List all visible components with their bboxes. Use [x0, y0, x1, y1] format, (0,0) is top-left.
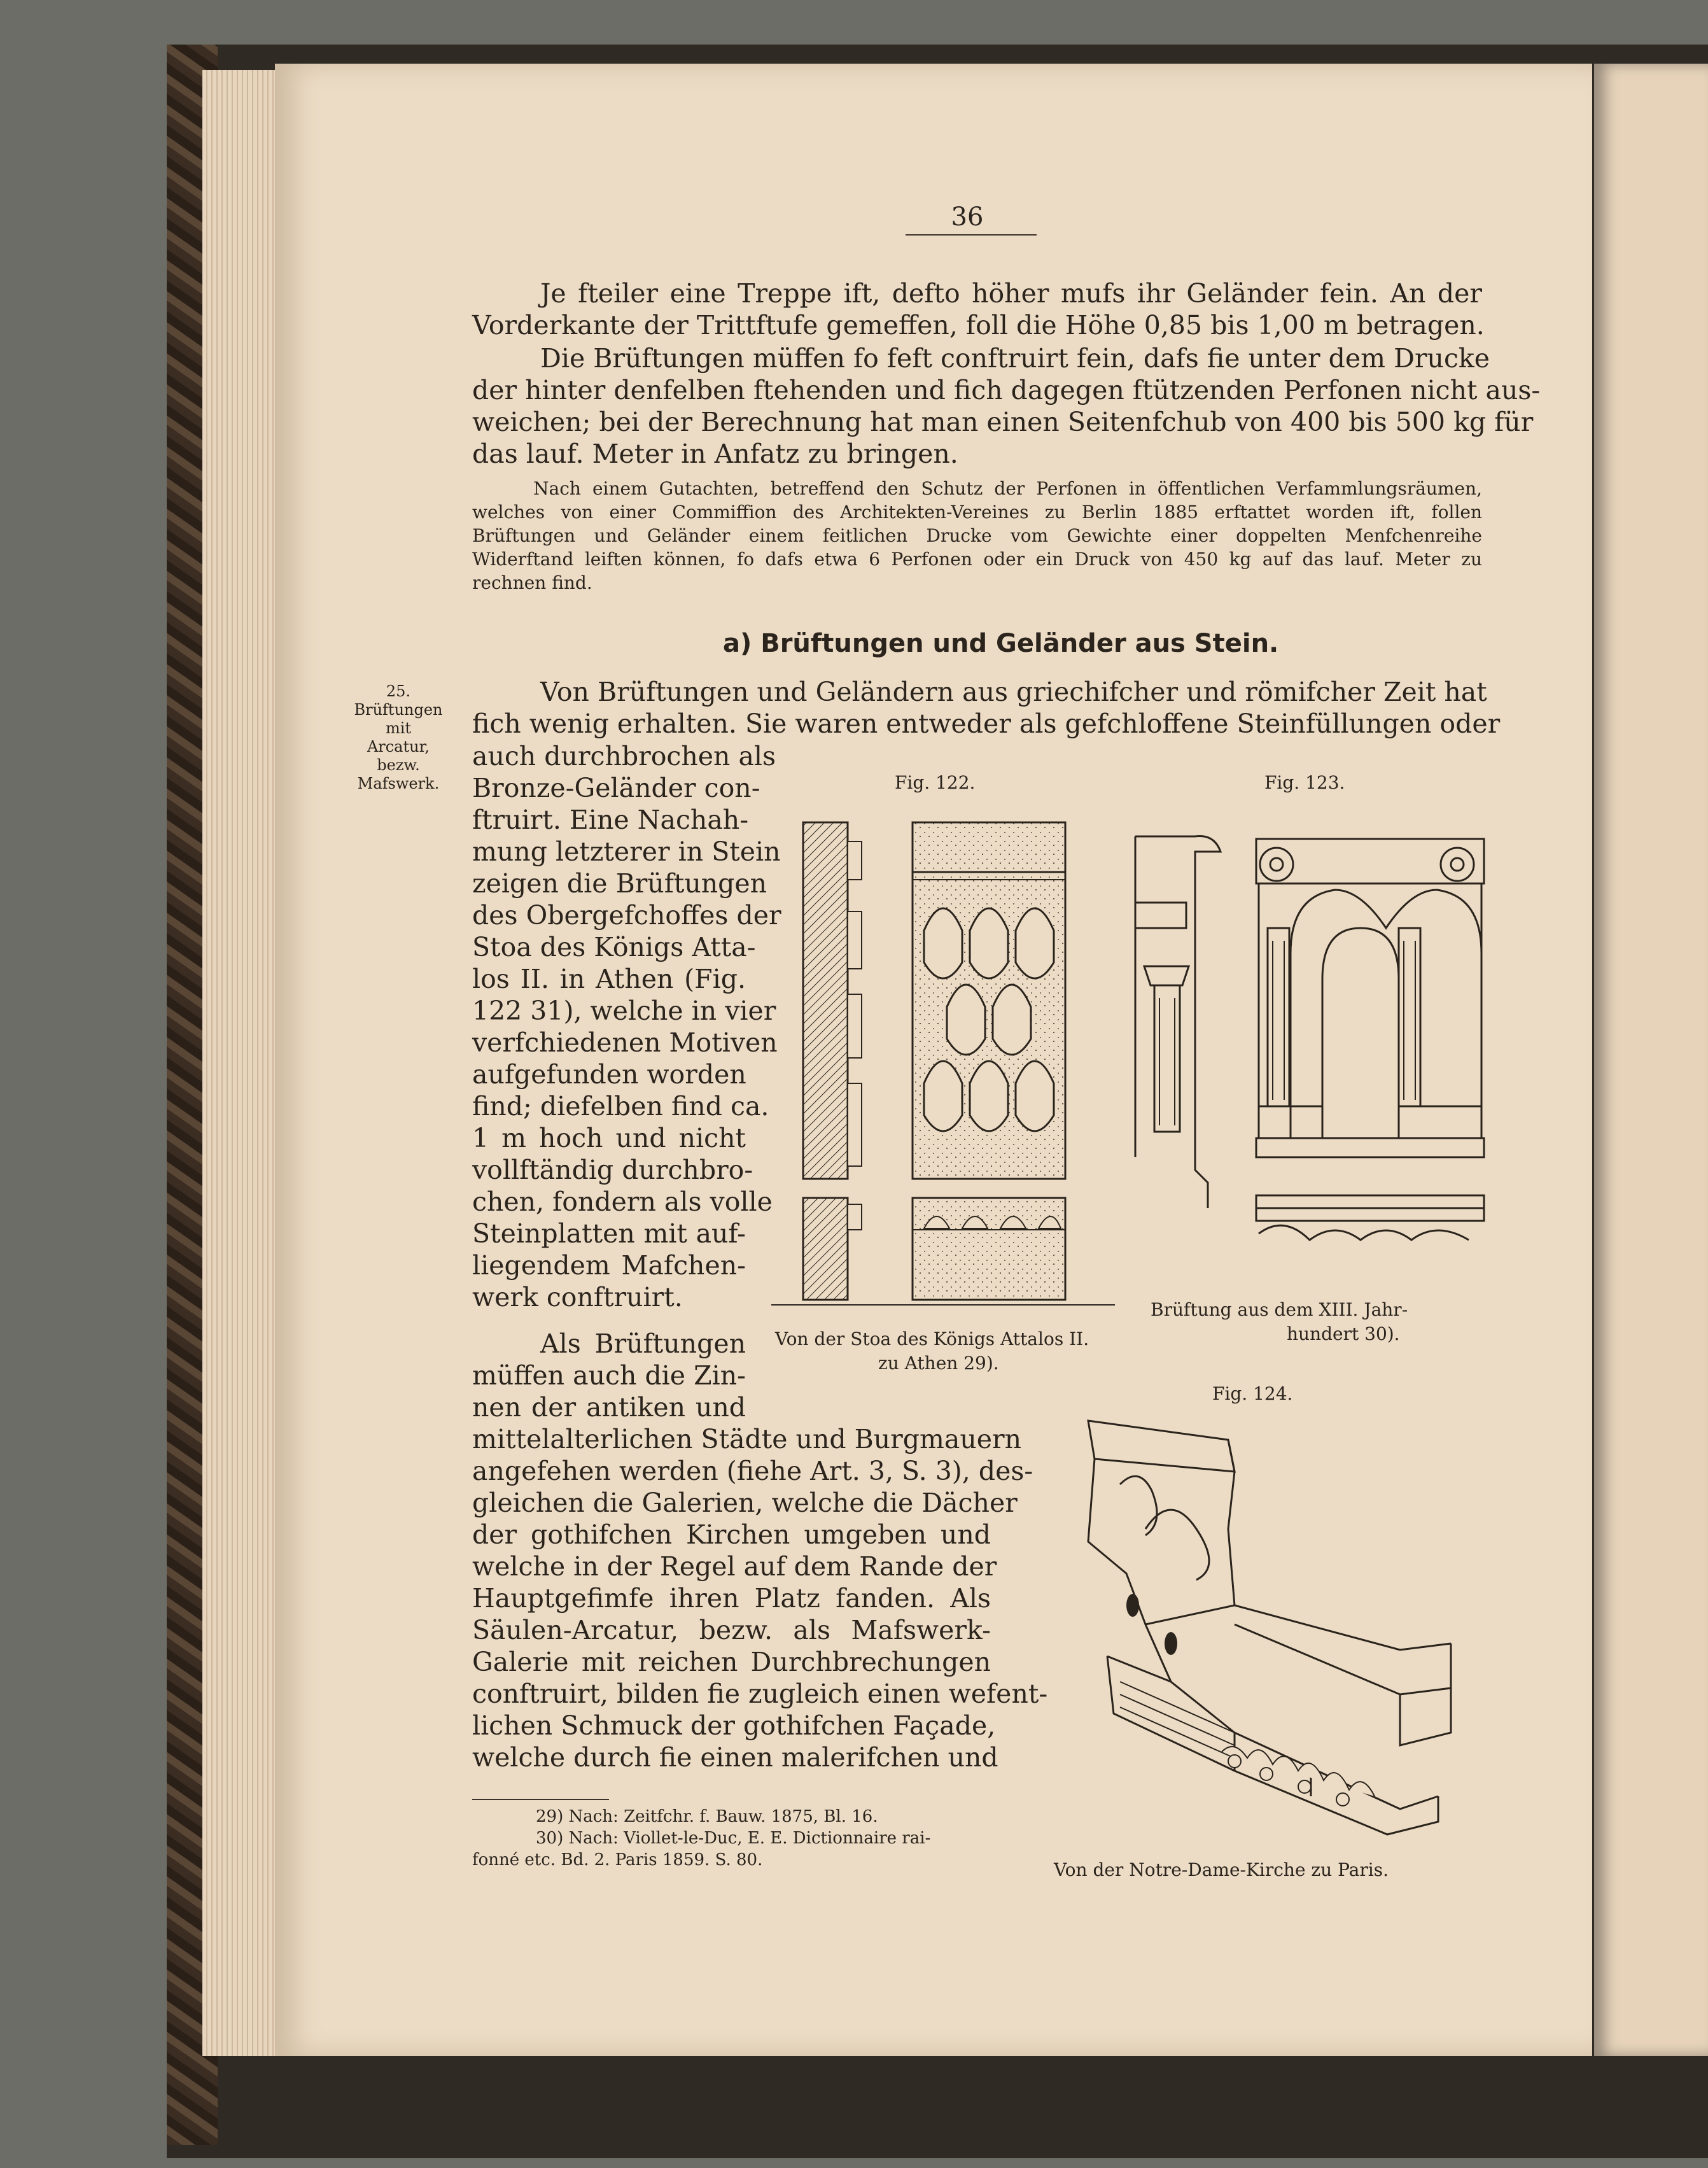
margin-note-line: 25. — [386, 682, 411, 700]
footnote: 30) Nach: Viollet-le-Duc, E. E. Dictionnaire rai- — [536, 1829, 931, 1848]
text-line: chen, fondern als volle — [472, 1186, 773, 1217]
text-column — [472, 740, 781, 1313]
section-heading: a) Brüftungen und Geländer aus Stein. — [723, 629, 1279, 658]
text-line: 122 31), welche in vier — [472, 996, 776, 1026]
text-line: des Obergefchoffes der — [472, 900, 781, 931]
small-text-line: Nach einem Gutachten, betreffend den Schutz der Perfonen in öffentlichen Verfammlungsräumen, — [533, 478, 1482, 499]
figure-124-illustration — [1044, 1414, 1476, 1854]
text-line: mittelalterlichen Städte und Burgmauern — [472, 1424, 1022, 1454]
figure-label: Fig. 124. — [1212, 1383, 1293, 1404]
figure-123-illustration — [1131, 826, 1488, 1285]
text-line: lichen Schmuck der gothifchen Façade, — [472, 1710, 996, 1741]
page-number-rule — [906, 234, 1037, 236]
small-text-line: rechnen find. — [472, 572, 592, 593]
figure-caption: hundert 30). — [1287, 1323, 1400, 1344]
text-line: ftruirt. Eine Nachah- — [472, 805, 749, 835]
text-line: Bronze-Geländer con- — [472, 773, 760, 803]
figure-122-illustration — [771, 803, 1128, 1313]
figure-label: Fig. 122. — [895, 772, 976, 793]
text-line: 1 m hoch und nicht — [472, 1123, 746, 1153]
text-line: fich wenig erhalten. Sie waren entweder als gefchloffene Steinfüllungen oder — [472, 708, 1501, 739]
text-line: find; diefelben find ca. — [472, 1091, 769, 1122]
text-line: Stoa des Königs Atta- — [472, 932, 756, 962]
margin-note — [347, 682, 449, 793]
text-line: welche durch fie einen malerifchen und — [472, 1742, 998, 1773]
text-line: liegendem Mafchen- — [472, 1250, 746, 1281]
footnote-rule — [472, 1799, 609, 1800]
margin-note-line: Mafswerk. — [357, 775, 440, 792]
page-edges — [202, 70, 277, 2056]
text-line: Als Brüftungen — [540, 1328, 746, 1359]
text-line: verfchiedenen Motiven — [472, 1027, 778, 1058]
facing-page-edge — [1594, 64, 1708, 2056]
margin-note-line: Arcatur, — [367, 738, 430, 756]
margin-note-line: Brüftungen — [354, 701, 443, 719]
footnote: fonné etc. Bd. 2. Paris 1859. S. 80. — [472, 1850, 763, 1869]
text-line: mung letzterer in Stein — [472, 836, 781, 867]
text-line: gleichen die Galerien, welche die Dächer — [472, 1488, 1018, 1518]
text-line: Steinplatten mit auf- — [472, 1218, 746, 1249]
text-line: zeigen die Brüftungen — [472, 868, 767, 899]
text-line: Von Brüftungen und Geländern aus griechifcher und römifcher Zeit hat — [540, 677, 1487, 707]
figure-caption: zu Athen 29). — [878, 1353, 999, 1374]
text-line: nen der antiken und — [472, 1392, 746, 1423]
text-line: los II. in Athen (Fig. — [472, 964, 746, 994]
text-line: vollftändig durchbro- — [472, 1155, 753, 1185]
text-line: der gothifchen Kirchen umgeben und — [472, 1519, 991, 1550]
text-line: Vorderkante der Trittftufe gemeffen, foll die Höhe 0,85 bis 1,00 m betragen. — [472, 310, 1485, 341]
footnote: 29) Nach: Zeitfchr. f. Bauw. 1875, Bl. 16. — [536, 1807, 878, 1826]
text-column — [472, 1328, 746, 1423]
text-line: der hinter denfelben ftehenden und fich dagegen ftützenden Perfonen nicht aus- — [472, 375, 1541, 405]
text-line: müffen auch die Zin- — [472, 1360, 746, 1391]
figure-label: Fig. 123. — [1264, 772, 1345, 793]
small-text-line: welches von einer Commiffion des Architekten-Vereines zu Berlin 1885 erftattet worden ift, follen — [472, 502, 1482, 523]
small-text-line: Widerftand leiften können, fo dafs etwa 6 Perfonen oder ein Druck von 450 kg auf das lauf. Meter zu — [472, 549, 1482, 570]
figure-caption: Brüftung aus dem XIII. Jahr- — [1151, 1299, 1408, 1320]
text-line: auch durchbrochen als — [472, 741, 776, 771]
text-line: das lauf. Meter in Anfatz zu bringen. — [472, 439, 958, 469]
text-line: aufgefunden worden — [472, 1059, 746, 1090]
text-column — [472, 1423, 1048, 1773]
text-line: Hauptgefimfe ihren Platz fanden. Als — [472, 1583, 991, 1614]
text-line: angefehen werden (fiehe Art. 3, S. 3), des- — [472, 1456, 1033, 1486]
figure-caption: Von der Notre-Dame-Kirche zu Paris. — [1054, 1859, 1389, 1880]
text-line: Galerie mit reichen Durchbrechungen — [472, 1647, 991, 1677]
small-text-line: Brüftungen und Geländer einem feitlichen Drucke vom Gewichte einer doppelten Menfchenreihe — [472, 525, 1482, 546]
text-line: weichen; bei der Berechnung hat man einen Seitenfchub von 400 bis 500 kg für — [472, 407, 1534, 437]
text-line: conftruirt, bilden fie zugleich einen wefent- — [472, 1679, 1048, 1709]
text-line: Säulen-Arcatur, bezw. als Mafswerk- — [472, 1615, 991, 1645]
text-line: Die Brüftungen müffen fo feft conftruirt fein, dafs fie unter dem Drucke — [540, 343, 1490, 374]
margin-note-line: bezw. — [377, 756, 420, 774]
text-line: welche in der Regel auf dem Rande der — [472, 1551, 997, 1582]
text-line: werk conftruirt. — [472, 1282, 683, 1313]
figure-caption: Von der Stoa des Königs Attalos II. — [775, 1328, 1089, 1349]
page-number: 36 — [951, 202, 984, 232]
margin-note-line: mit — [385, 719, 412, 737]
text-line: Je fteiler eine Treppe ift, defto höher mufs ihr Geländer fein. An der — [540, 278, 1482, 309]
